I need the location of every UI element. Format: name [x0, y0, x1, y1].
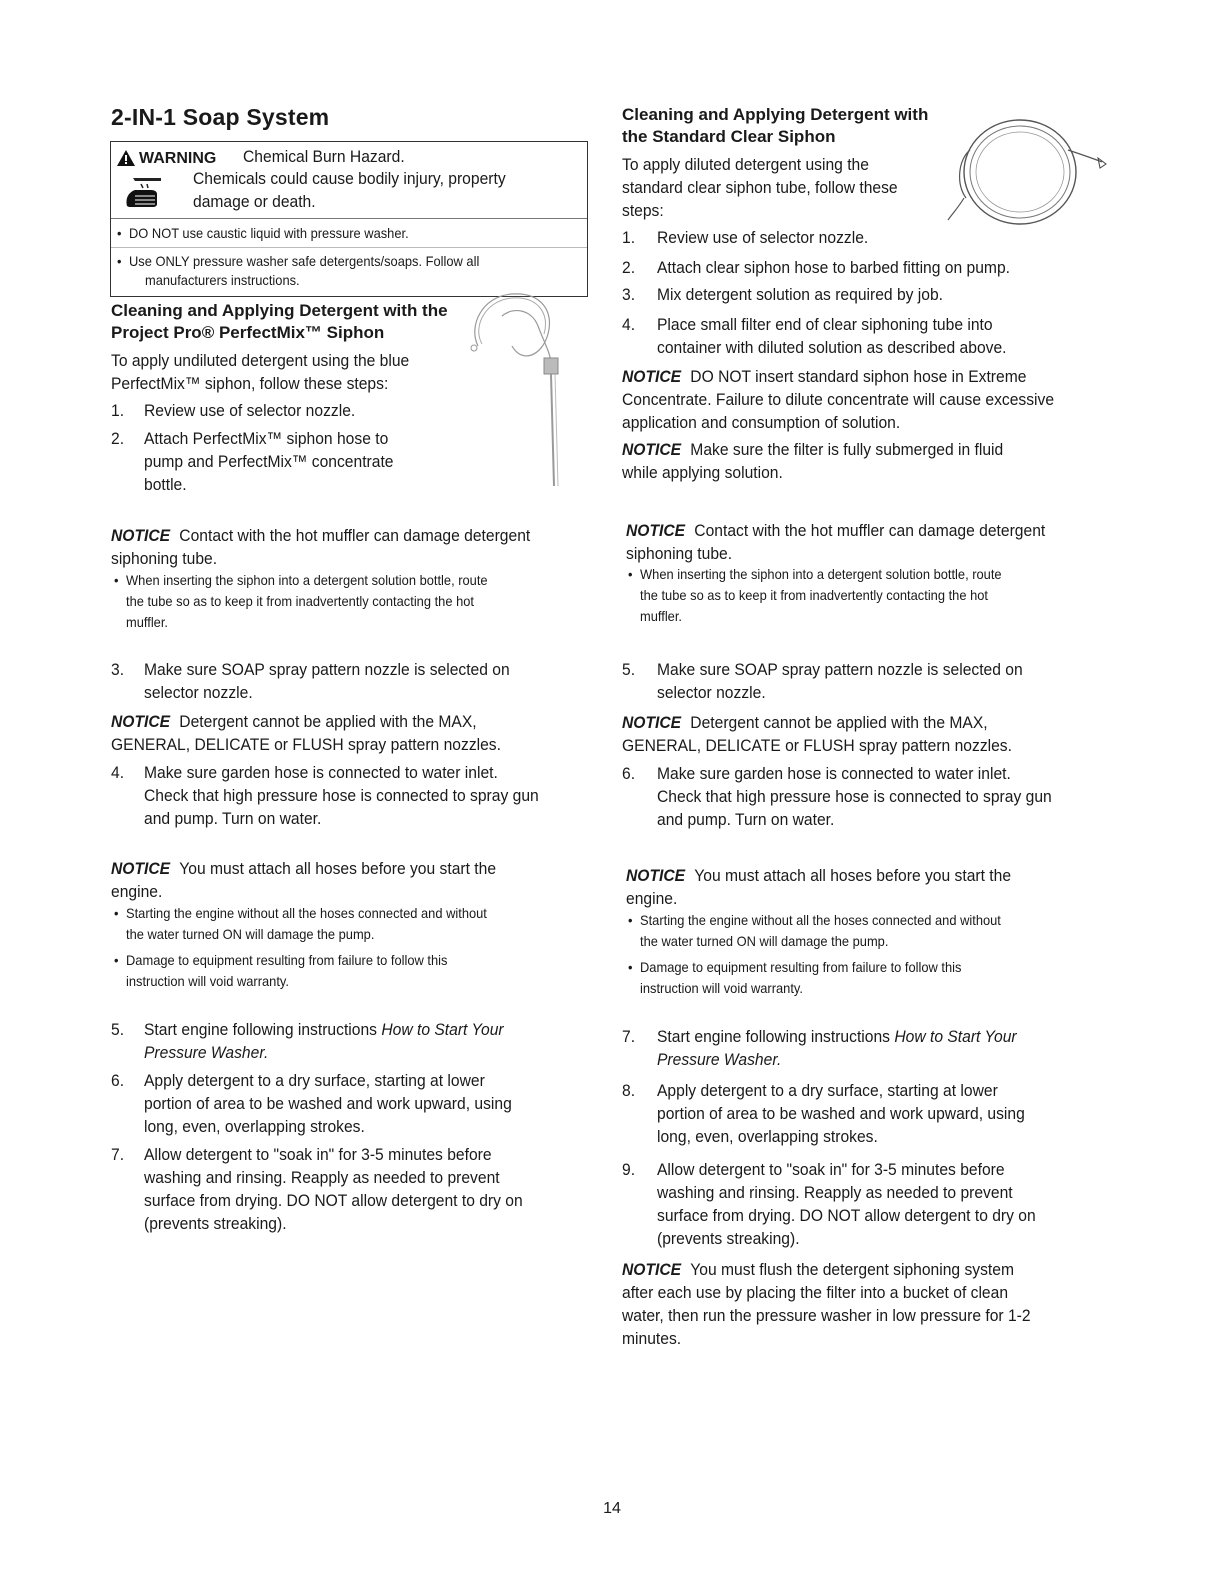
notice-bullet-cont: the tube so as to keep it from inadvertently contacting the hot	[126, 593, 474, 609]
perfectmix-step-2c: bottle.	[144, 475, 187, 494]
notice-label: NOTICE	[622, 367, 682, 386]
step-ref: How to Start Your	[381, 1020, 504, 1039]
warning-bullet-2: • Use ONLY pressure washer safe detergents/soaps. Follow all	[129, 252, 479, 271]
notice-text: application and consumption of solution.	[622, 413, 901, 432]
step-number: 5.	[622, 660, 636, 679]
notice-concentrate	[622, 365, 1026, 388]
notice-bullet-cont: instruction will void warranty.	[640, 980, 803, 996]
step-ref: How to Start Your	[894, 1027, 1017, 1046]
step-soap-a: Make sure SOAP spray pattern nozzle is selected on	[657, 660, 1023, 679]
step-apply-a: Apply detergent to a dry surface, starting at lower	[144, 1071, 485, 1090]
warning-triangle-icon	[117, 150, 135, 166]
warning-divider-2	[111, 247, 587, 248]
notice-bullet-cont: muffler.	[640, 608, 683, 624]
clear-step-1: Review use of selector nozzle.	[657, 228, 869, 247]
perfectmix-step-2a: Attach PerfectMix™ siphon hose to	[144, 429, 389, 448]
notice-label: NOTICE	[622, 440, 682, 459]
subheading-clear-2: the Standard Clear Siphon	[622, 127, 836, 146]
step-number: 4.	[622, 315, 636, 334]
step-soak-d: (prevents streaking).	[144, 1214, 287, 1233]
step-apply-a: Apply detergent to a dry surface, starting at lower	[657, 1081, 998, 1100]
step-hose-a: Make sure garden hose is connected to water inlet.	[657, 764, 1011, 783]
clear-step-4b: container with diluted solution as described above.	[657, 338, 1007, 357]
step-hose-c: and pump. Turn on water.	[144, 809, 322, 828]
notice-bullet-cont: the tube so as to keep it from inadvertently contacting the hot	[640, 587, 988, 603]
step-number: 7.	[622, 1027, 636, 1046]
step-number: 4.	[111, 763, 125, 782]
step-number: 3.	[111, 660, 125, 679]
perfectmix-step-2b: pump and PerfectMix™ concentrate	[144, 452, 394, 471]
clear-intro-3: steps:	[622, 201, 664, 220]
step-number: 6.	[111, 1071, 125, 1090]
notice-bullet-cont: instruction will void warranty.	[126, 973, 289, 989]
step-soap-a: Make sure SOAP spray pattern nozzle is selected on	[144, 660, 510, 679]
step-ref: Pressure Washer.	[657, 1050, 782, 1069]
step-start-right	[657, 1025, 1017, 1048]
notice-text: You must attach all hoses before you start the	[179, 859, 497, 878]
warning-hazard: Chemical Burn Hazard.	[243, 147, 405, 166]
notice-text: Contact with the hot muffler can damage detergent	[179, 526, 531, 545]
perfectmix-intro-2: PerfectMix™ siphon, follow these steps:	[111, 374, 389, 393]
notice-bullet-cont: the water turned ON will damage the pump.	[126, 926, 375, 942]
notice-bullet: • Starting the engine without all the hoses connected and without	[640, 911, 1001, 930]
notice-text: minutes.	[622, 1329, 682, 1348]
notice-text: Make sure the filter is fully submerged in fluid	[690, 440, 1004, 459]
notice-text: siphoning tube.	[111, 549, 218, 568]
warning-signal: WARNING	[139, 150, 217, 167]
notice-text: Detergent cannot be applied with the MAX,	[690, 713, 988, 732]
notice-text: after each use by placing the filter into a bucket of clean	[622, 1283, 1009, 1302]
notice-text: engine.	[111, 882, 163, 901]
notice-bullet: • Starting the engine without all the hoses connected and without	[126, 904, 487, 923]
notice-text: siphoning tube.	[626, 544, 733, 563]
step-number: 6.	[622, 764, 636, 783]
chemical-burn-hand-icon	[121, 176, 165, 208]
step-start-left	[144, 1018, 504, 1041]
notice-bullet-cont: muffler.	[126, 614, 169, 630]
notice-text: Detergent cannot be applied with the MAX,	[179, 712, 477, 731]
step-ref: Pressure Washer.	[144, 1043, 269, 1062]
step-hose-c: and pump. Turn on water.	[657, 810, 835, 829]
step-soak-a: Allow detergent to "soak in" for 3-5 minutes before	[657, 1160, 1005, 1179]
clear-step-4a: Place small filter end of clear siphoning tube into	[657, 315, 993, 334]
perfectmix-step-1: Review use of selector nozzle.	[144, 401, 356, 420]
notice-label: NOTICE	[626, 521, 686, 540]
notice-attach-left	[111, 857, 496, 880]
clear-step-2: Attach clear siphon hose to barbed fitting on pump.	[657, 258, 1010, 277]
perfectmix-siphon-illustration	[462, 286, 582, 496]
step-number: 9.	[622, 1160, 636, 1179]
subheading-clear-1: Cleaning and Applying Detergent with	[622, 105, 929, 124]
step-soak-c: surface from drying. DO NOT allow detergent to dry on	[657, 1206, 1036, 1225]
notice-text: engine.	[626, 889, 678, 908]
step-soak-d: (prevents streaking).	[657, 1229, 800, 1248]
notice-text: You must attach all hoses before you start the	[694, 866, 1012, 885]
clear-intro-1: To apply diluted detergent using the	[622, 155, 869, 174]
step-apply-b: portion of area to be washed and work upward, using	[657, 1104, 1025, 1123]
warning-bullet-1: • DO NOT use caustic liquid with pressure washer.	[129, 224, 409, 243]
step-number: 5.	[111, 1020, 125, 1039]
notice-text: Concentrate. Failure to dilute concentrate will cause excessive	[622, 390, 1055, 409]
notice-text: water, then run the pressure washer in low pressure for 1-2	[622, 1306, 1031, 1325]
warning-line-1: Chemicals could cause bodily injury, property	[193, 169, 506, 188]
step-soak-c: surface from drying. DO NOT allow detergent to dry on	[144, 1191, 523, 1210]
notice-bullet: • When inserting the siphon into a detergent solution bottle, route	[640, 565, 1002, 584]
step-apply-c: long, even, overlapping strokes.	[657, 1127, 878, 1146]
notice-label: NOTICE	[622, 1260, 682, 1279]
step-soak-a: Allow detergent to "soak in" for 3-5 minutes before	[144, 1145, 492, 1164]
warning-line-2: damage or death.	[193, 192, 316, 211]
notice-flush	[622, 1258, 1014, 1281]
step-soap-b: selector nozzle.	[657, 683, 766, 702]
notice-text: GENERAL, DELICATE or FLUSH spray pattern nozzles.	[622, 736, 1012, 755]
warning-box	[110, 141, 588, 297]
step-number: 8.	[622, 1081, 636, 1100]
warning-divider	[111, 218, 587, 219]
step-hose-b: Check that high pressure hose is connected to spray gun	[657, 787, 1052, 806]
notice-label: NOTICE	[626, 866, 686, 885]
step-number: 7.	[111, 1145, 125, 1164]
notice-bullet: • Damage to equipment resulting from failure to follow this	[126, 951, 447, 970]
notice-max-left	[111, 710, 477, 733]
section-heading: 2-IN-1 Soap System	[111, 104, 330, 130]
step-text: Start engine following instructions	[657, 1027, 890, 1046]
notice-muffler-left	[111, 524, 530, 547]
notice-text: while applying solution.	[622, 463, 783, 482]
step-text: Start engine following instructions	[144, 1020, 377, 1039]
notice-text: DO NOT insert standard siphon hose in Extreme	[690, 367, 1027, 386]
clear-step-3: Mix detergent solution as required by job.	[657, 285, 944, 304]
notice-text: You must flush the detergent siphoning system	[690, 1260, 1015, 1279]
step-number: 3.	[622, 285, 636, 304]
step-hose-a: Make sure garden hose is connected to water inlet.	[144, 763, 498, 782]
step-number: 1.	[622, 228, 636, 247]
step-soap-b: selector nozzle.	[144, 683, 253, 702]
subheading-perfectmix-2: Project Pro® PerfectMix™ Siphon	[111, 323, 385, 342]
step-soak-b: washing and rinsing. Reapply as needed to prevent	[657, 1183, 1013, 1202]
page-number: 14	[603, 1500, 621, 1517]
step-number: 1.	[111, 401, 125, 420]
notice-bullet-cont: the water turned ON will damage the pump.	[640, 933, 889, 949]
notice-bullet: • When inserting the siphon into a detergent solution bottle, route	[126, 571, 488, 590]
step-apply-c: long, even, overlapping strokes.	[144, 1117, 365, 1136]
warning-bullet-2-cont: manufacturers instructions.	[145, 272, 300, 288]
notice-muffler-right	[626, 519, 1045, 542]
clear-siphon-illustration	[940, 110, 1110, 240]
step-hose-b: Check that high pressure hose is connected to spray gun	[144, 786, 539, 805]
step-apply-b: portion of area to be washed and work upward, using	[144, 1094, 512, 1113]
subheading-perfectmix-1: Cleaning and Applying Detergent with the	[111, 301, 448, 320]
notice-label: NOTICE	[111, 859, 171, 878]
notice-label: NOTICE	[111, 712, 171, 731]
step-soak-b: washing and rinsing. Reapply as needed to prevent	[144, 1168, 500, 1187]
notice-max-right	[622, 711, 988, 734]
clear-intro-2: standard clear siphon tube, follow these	[622, 178, 898, 197]
step-number: 2.	[622, 258, 636, 277]
notice-attach-right	[626, 864, 1011, 887]
perfectmix-intro-1: To apply undiluted detergent using the blue	[111, 351, 410, 370]
notice-label: NOTICE	[622, 713, 682, 732]
notice-text: Contact with the hot muffler can damage detergent	[694, 521, 1046, 540]
step-number: 2.	[111, 429, 125, 448]
notice-filter	[622, 438, 1003, 461]
notice-label: NOTICE	[111, 526, 171, 545]
notice-text: GENERAL, DELICATE or FLUSH spray pattern nozzles.	[111, 735, 501, 754]
notice-bullet: • Damage to equipment resulting from failure to follow this	[640, 958, 961, 977]
